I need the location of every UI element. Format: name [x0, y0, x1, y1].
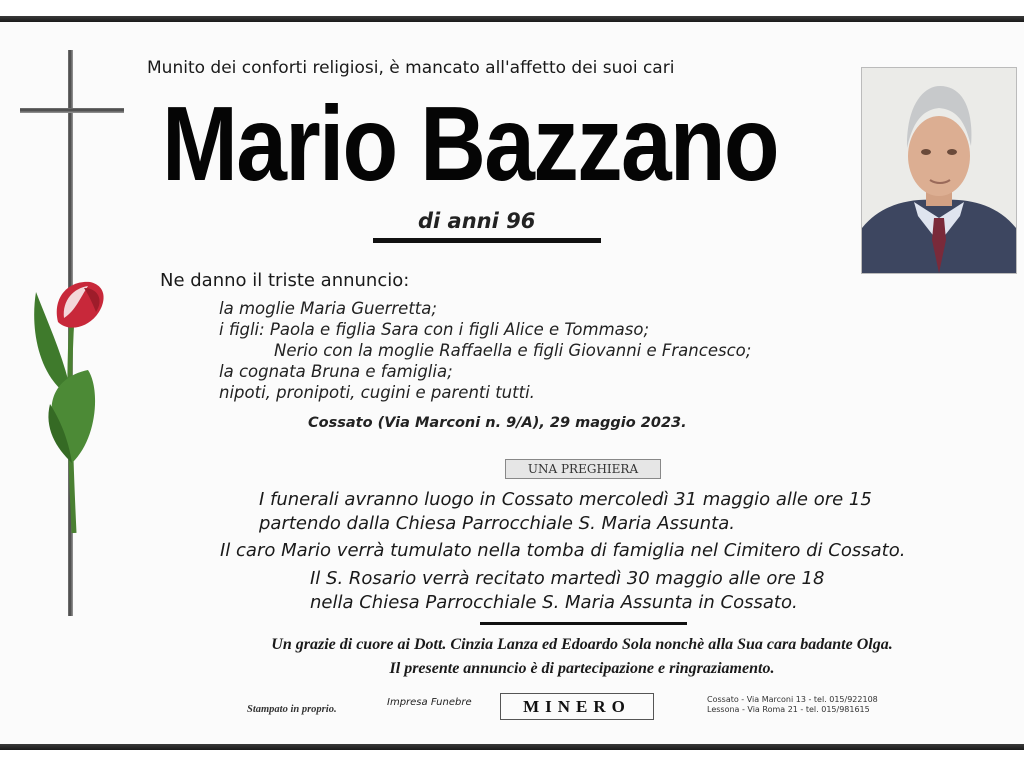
printed-note: Stampato in proprio.: [247, 704, 337, 715]
family-line: i figli: Paola e figlia Sara con i figli Alice e Tommaso;: [219, 320, 650, 339]
funeral-home-logo: MINERO: [500, 693, 654, 720]
place-date: Cossato (Via Marconi n. 9/A), 29 maggio 2023.: [308, 415, 687, 431]
age-text: di anni 96: [418, 209, 536, 233]
thanks-line: Un grazie di cuore ai Dott. Cinzia Lanza ed Edoardo Sola nonchè alla Sua cara badante Olga.: [271, 636, 893, 653]
intro-text: Munito dei conforti religiosi, è mancato all'affetto dei suoi cari: [147, 58, 675, 78]
deceased-name: Mario Bazzano: [162, 85, 778, 203]
age-underline: [373, 238, 601, 243]
rosary-line: Il S. Rosario verrà recitato martedì 30 maggio alle ore 18: [310, 568, 825, 589]
section-divider: [480, 622, 687, 625]
frame-bottom-border: [0, 744, 1024, 750]
rosary-line: nella Chiesa Parrocchiale S. Maria Assunta in Cossato.: [310, 592, 798, 613]
prayer-link[interactable]: UNA PREGHIERA: [505, 459, 661, 479]
address-line: Cossato - Via Marconi 13 - tel. 015/922108: [707, 695, 878, 704]
family-line: Nerio con la moglie Raffaella e figli Giovanni e Francesco;: [274, 341, 752, 360]
cross-bar: [20, 108, 124, 113]
funeral-home-label: Impresa Funebre: [387, 697, 472, 708]
portrait-photo: [861, 67, 1017, 274]
tulip-icon: [28, 278, 108, 540]
burial-line: Il caro Mario verrà tumulato nella tomba di famiglia nel Cimitero di Cossato.: [220, 540, 906, 561]
funeral-line: partendo dalla Chiesa Parrocchiale S. Maria Assunta.: [259, 513, 735, 534]
family-line: la cognata Bruna e famiglia;: [219, 362, 453, 381]
thanks-line: Il presente annuncio è di partecipazione e ringraziamento.: [389, 660, 775, 677]
family-line: la moglie Maria Guerretta;: [219, 299, 437, 318]
address-line: Lessona - Via Roma 21 - tel. 015/981615: [707, 705, 870, 714]
announce-heading: Ne danno il triste annuncio:: [160, 270, 410, 291]
funeral-line: I funerali avranno luogo in Cossato mercoledì 31 maggio alle ore 15: [259, 489, 872, 510]
family-list: [219, 298, 751, 403]
family-line: nipoti, pronipoti, cugini e parenti tutti.: [219, 383, 535, 402]
